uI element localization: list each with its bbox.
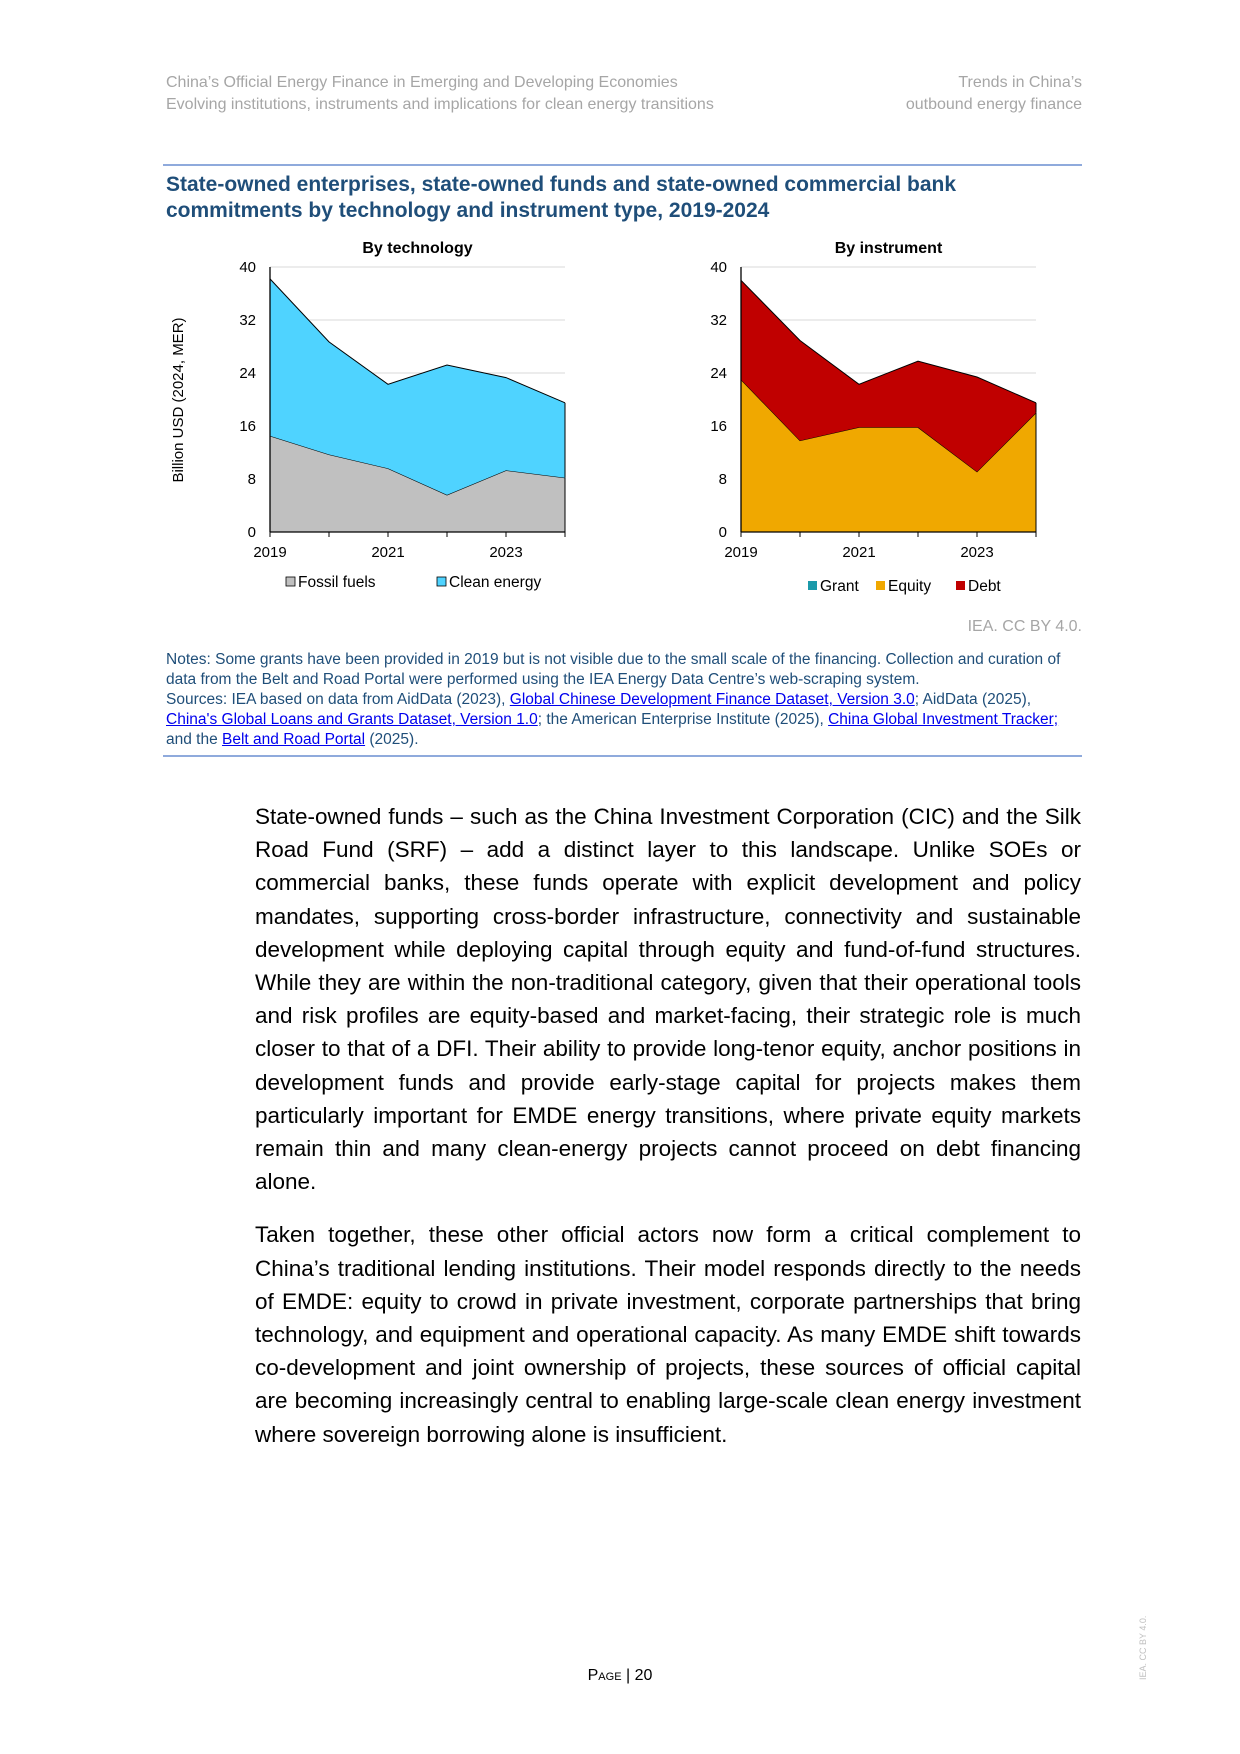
panel0-ytick-label: 32 xyxy=(239,312,256,329)
panel1-legend-swatch xyxy=(876,581,885,590)
y-axis-label: Billion USD (2024, MER) xyxy=(170,317,187,483)
panel1-ytick-label: 16 xyxy=(710,418,727,435)
panel0-legend-label: Fossil fuels xyxy=(298,574,376,591)
paragraph-taken-together: Taken together, these other official actors now form a critical complement to China’s traditional lending institutions. Their model responds directly to the needs of EMDE: equity to crowd in private investment, corporate partnerships that bring technology, and equipment and operational capacity. As many EMDE shift towards co-development and joint ownership of projects, these sources of official capital are becoming increasingly central to enabling large-scale clean energy investment where sovereign borrowing alone is insufficient. xyxy=(255,1222,1081,1447)
panel1-legend-swatch xyxy=(956,581,965,590)
figure-charts xyxy=(160,234,1080,614)
paragraph-state-owned-funds: State-owned funds – such as the China Investment Corporation (CIC) and the Silk Road Fund (SRF) – add a distinct layer to this landscape. Unlike SOEs or commercial banks, these funds operate with explicit development and policy mandates, supporting cross-border infrastructure, connectivity and sustainable development while deploying capital through equity and fund-of-fund structures. While they are within the non-traditional category, given that their operational tools and risk profiles are equity-based and market-facing, their strategic role is much closer to that of a DFI. Their ability to provide long-tenor equity, anchor positions in development funds and provide early-stage capital for projects makes them particularly important for EMDE energy transitions, where private equity markets remain thin and many clean-energy projects cannot proceed on debt financing alone. xyxy=(255,804,1081,1195)
figure-title xyxy=(166,172,1066,224)
panel0-legend-label: Clean energy xyxy=(449,574,542,591)
source-link-investment-tracker[interactable]: China Global Investment Tracker; xyxy=(828,711,1059,728)
header-subtitle: Evolving institutions, instruments and implications for clean energy transitions xyxy=(166,96,714,113)
notes-text: Notes: Some grants have been provided in 2019 but is not visible due to the small scale of the financing. Collection and curation of data from the Belt and Road Portal were performed using the IEA Energy Data Centre’s web-scraping system. xyxy=(166,651,1061,688)
panel1-legend-label: Grant xyxy=(820,578,859,595)
side-credit: IEA. CC BY 4.0. xyxy=(1138,1615,1148,1680)
header-section-line1: Trends in China’s xyxy=(958,74,1082,91)
header-section-line2: outbound energy finance xyxy=(905,96,1082,113)
panel1-legend-label: Equity xyxy=(888,578,932,595)
panel0-xtick-label: 2021 xyxy=(371,544,405,561)
panel0-legend-swatch xyxy=(437,577,446,586)
panel1-ytick-label: 32 xyxy=(710,312,727,329)
running-header-right xyxy=(906,72,1082,116)
panel0-title: By technology xyxy=(362,240,473,257)
source-link-loans-grants[interactable]: China's Global Loans and Grants Dataset, Version 1.0 xyxy=(166,711,538,728)
panel1-ytick-label: 8 xyxy=(718,471,727,488)
figure-notes xyxy=(166,650,1076,750)
panel0-ytick-label: 0 xyxy=(247,524,256,541)
panel1-ytick-label: 0 xyxy=(718,524,727,541)
panel1-title: By instrument xyxy=(834,240,943,257)
panel1-xtick-label: 2019 xyxy=(724,544,758,561)
header-title: China’s Official Energy Finance in Emerging and Developing Economies xyxy=(166,74,678,91)
panel0-ytick-label: 16 xyxy=(239,418,256,435)
figure-title-line2: commitments by technology and instrument type, 2019-2024 xyxy=(166,199,770,222)
panel0-xtick-label: 2023 xyxy=(489,544,523,561)
page-number: Page | 20 xyxy=(587,1667,653,1684)
figure-title-line1: State-owned enterprises, state-owned funds and state-owned commercial bank xyxy=(166,173,957,196)
panel0-ytick-label: 24 xyxy=(239,365,256,382)
figure-credit: IEA. CC BY 4.0. xyxy=(967,618,1082,635)
panel0-legend-swatch xyxy=(286,577,295,586)
body-text xyxy=(255,800,1081,1471)
figure-bottom-rule xyxy=(163,755,1082,757)
source-link-gcdf[interactable]: Global Chinese Development Finance Dataset, Version 3.0 xyxy=(509,691,915,708)
running-header-left xyxy=(166,72,714,116)
panel1-legend-label: Debt xyxy=(968,578,1001,595)
panel0-ytick-label: 40 xyxy=(239,259,256,276)
panel1-ytick-label: 24 xyxy=(710,365,727,382)
panel1-legend-swatch xyxy=(808,581,817,590)
source-link-belt-road-portal[interactable]: Belt and Road Portal xyxy=(222,731,366,748)
panel1-xtick-label: 2021 xyxy=(842,544,876,561)
figure-top-rule xyxy=(163,164,1082,166)
panel1-xtick-label: 2023 xyxy=(960,544,994,561)
panel0-ytick-label: 8 xyxy=(247,471,256,488)
panel0-xtick-label: 2019 xyxy=(253,544,287,561)
sources-text: Sources: IEA based on data from AidData (2023), Global Chinese Development Finance Dataset, Version 3.0; AidData (2025), China's Global Loans and Grants Dataset, Version 1.0; the American Enterprise Institute (2025), China Global Investment Tracker; and the Belt and Road Portal (2025). xyxy=(166,691,1059,748)
panel1-ytick-label: 40 xyxy=(710,259,727,276)
